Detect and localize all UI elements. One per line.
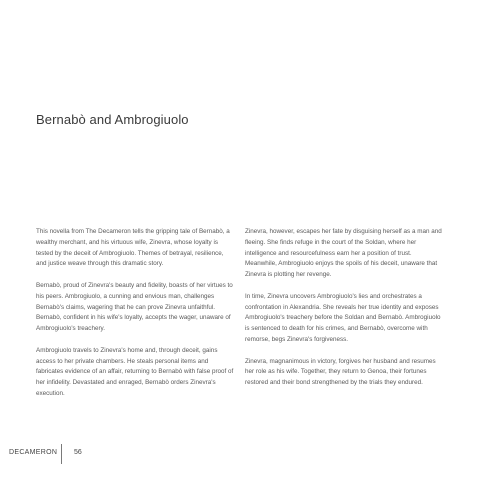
paragraph: Zinevra, however, escapes her fate by disguising herself as a man and fleeing. She finds refuge in the court of the Soldan, where her intelligence and resourcefulness earn her a position of trust. Meanwhile, Ambrogiuolo enjoys the spoils of his deceit, unaware that Zinevra is plotting her revenge. (245, 228, 442, 279)
right-text-column (245, 227, 445, 389)
paragraph: This novella from The Decameron tells the gripping tale of Bernabò, a wealthy merchant, and his virtuous wife, Zinevra, whose loyalty is tested by the deceit of Ambrogiuolo. Themes of betrayal, resilience, and justice weave through this dramatic story. (36, 228, 230, 268)
page-title: Bernabò and Ambrogiuolo (36, 112, 189, 127)
paragraph: Zinevra, magnanimous in victory, forgives her husband and resumes her role as his wife. Together, they return to Genoa, their fortunes restored and their bond strengthened by the trials they endured. (245, 357, 436, 387)
paragraph: Ambrogiuolo travels to Zinevra's home and, through deceit, gains access to her private chambers. He steals personal items and fabricates evidence of an affair, returning to Bernabò with false proof of her infidelity. Devastated and enraged, Bernabò orders Zinevra's execution. (36, 346, 234, 397)
page-number: 56 (74, 449, 82, 456)
paragraph: Bernabò, proud of Zinevra's beauty and fidelity, boasts of her virtues to his peers. Ambrogiuolo, a cunning and envious man, challenges Bernabò's claims, wagering that he can prove Zinevra unfaithful. Bernabò, confident in his wife's loyalty, accepts the wager, unaware of Ambrogiuolo's treachery. (36, 281, 233, 333)
page-footer (0, 444, 480, 464)
running-footer-label: DECAMERON (9, 449, 58, 456)
left-text-column (36, 227, 234, 400)
paragraph: In time, Zinevra uncovers Ambrogiuolo's lies and orchestrates a confrontation in Alexandria. She reveals her true identity and exposes Ambrogiuolo's treachery before the Soldan and Bernabò. Ambrogiuolo is sentenced to death for his crimes, and Bernabò, overcome with remorse, begs Zinevra's forgiveness. (245, 292, 441, 343)
footer-divider (61, 444, 62, 464)
